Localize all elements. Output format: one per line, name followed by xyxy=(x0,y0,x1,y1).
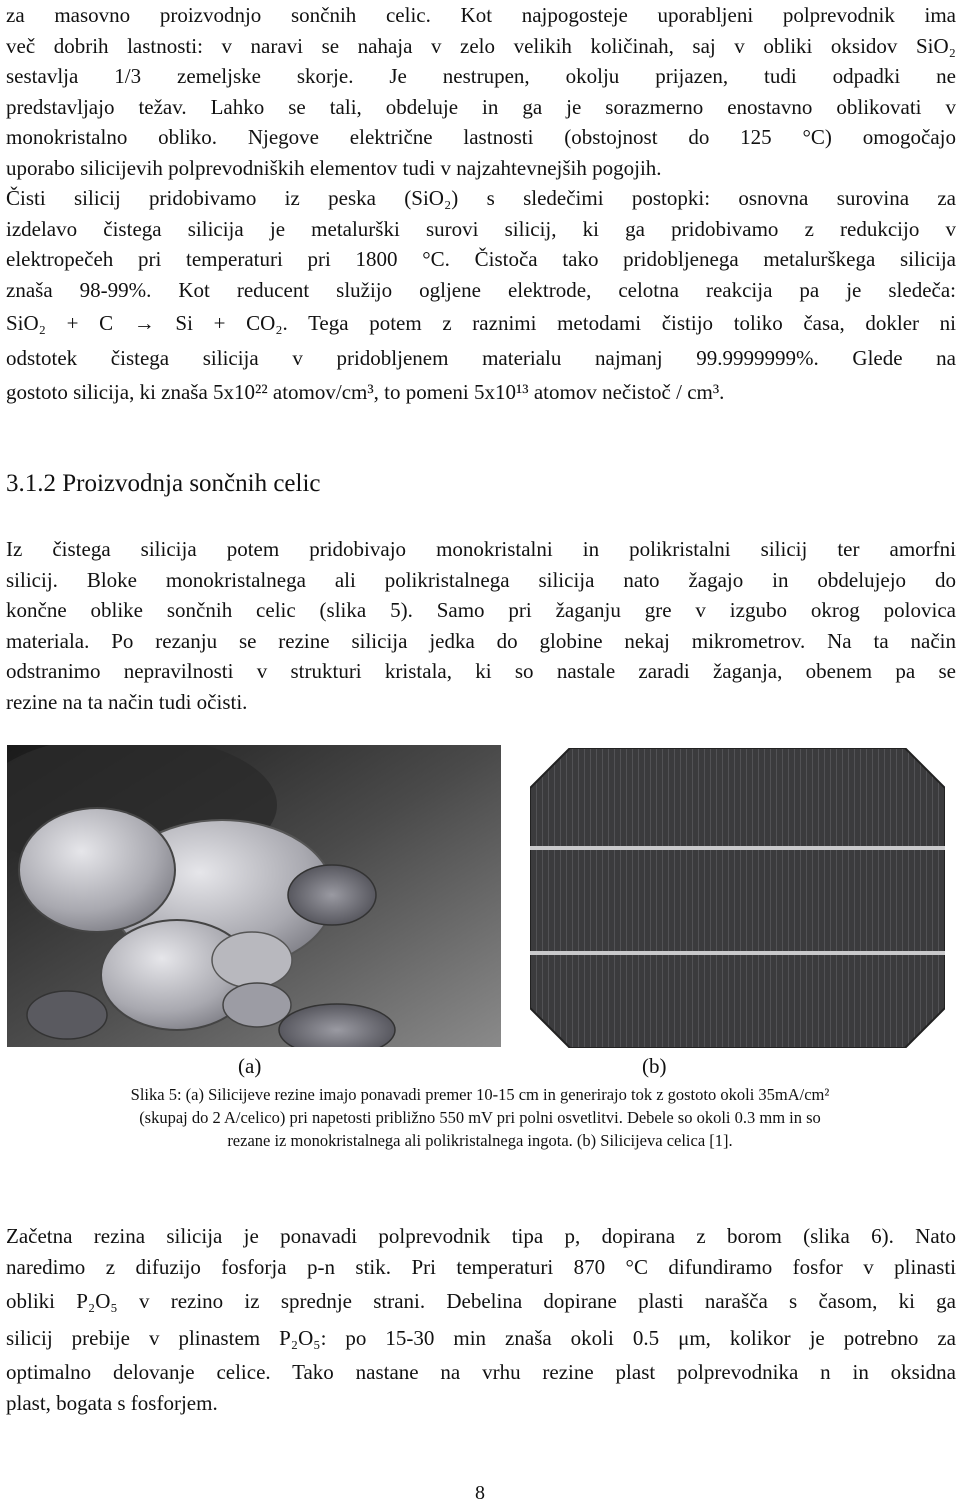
caption-line: (skupaj do 2 A/celico) pri napetosti približno 550 mV pri polni osvetlitvi. Debele so okoli 0.3 mm in so xyxy=(139,1108,821,1127)
paragraph-silicon-purification xyxy=(6,183,956,408)
solar-cell-illustration xyxy=(530,748,945,1048)
text-line: monokristalno obliko. Njegove električne lastnosti (obstojnost do 125 °C) omogočajo xyxy=(6,125,956,149)
paragraph-doping xyxy=(6,1221,956,1418)
text-line: Čisti silicij pridobivamo iz peska (SiO₂) s sledečimi postopki: osnovna surovina za xyxy=(6,186,956,210)
text-line: Začetna rezina silicija je ponavadi polprevodnik tipa p, dopirana z borom (slika 6). Nato xyxy=(6,1224,956,1248)
caption-line: Slika 5: (a) Silicijeve rezine imajo ponavadi premer 10-15 cm in generirajo tok z gostoto okoli 35mA/cm² xyxy=(130,1085,830,1104)
text-line: elektropečeh pri temperaturi pri 1800 °C. Čistoča tako pridobljenega metalurškega silicija xyxy=(6,247,956,271)
text-line: končne oblike sončnih celic (slika 5). Samo pri žaganju gre v izgubo okrog polovica xyxy=(6,598,956,622)
section-heading: 3.1.2 Proizvodnja sončnih celic xyxy=(6,470,321,497)
text-line: Iz čistega silicija potem pridobivajo monokristalni in polikristalni silicij ter amorfni xyxy=(6,537,956,561)
text-line: znaša 98-99%. Kot reducent služijo ogljene elektrode, celotna reakcija pa je sledeča: xyxy=(6,277,956,302)
text-line: obliki P₂O₅ v rezino iz sprednje strani. Debelina dopirane plasti narašča s časom, ki ga xyxy=(6,1289,956,1313)
text-line: rezine na ta način tudi očisti. xyxy=(6,689,248,714)
text-line: več dobrih lastnosti: v naravi se nahaja v zelo velikih količinah, saj v obliki oksidov SiO₂ xyxy=(6,33,956,58)
text-line: silicij. Bloke monokristalnega ali polikristalnega silicija nato žagajo in obdelujejo do xyxy=(6,567,956,592)
page-number: 8 xyxy=(475,1482,485,1504)
text-line: uporabo silicijevih polprevodniških elementov tudi v najzahtevnejših pogojih. xyxy=(6,155,662,180)
paragraph-cell-production xyxy=(6,534,956,717)
wafers-illustration xyxy=(7,745,501,1047)
figure-caption xyxy=(0,1083,960,1152)
figure-label-b: (b) xyxy=(642,1054,667,1078)
text-line: plast, bogata s fosforjem. xyxy=(6,1390,218,1415)
text-line: gostoto silicija, ki znaša 5x10²² atomov/cm³, to pomeni 5x10¹³ atomov nečistoč / cm³. xyxy=(6,380,725,404)
text-line: materiala. Po rezanju se rezine silicija jedka do globine nekaj mikrometrov. Na ta način xyxy=(6,628,956,653)
figure-solar-cell-image xyxy=(530,748,945,1048)
figure-label-a: (a) xyxy=(238,1054,262,1078)
text-line: odstranimo nepravilnosti v strukturi kristala, ki so nastale zaradi žaganja, obenem pa se xyxy=(6,659,956,683)
text-line: predstavljajo težav. Lahko se tali, obdeluje in ga je sorazmerno enostavno oblikovati v xyxy=(6,94,956,119)
figure-wafers-image xyxy=(7,745,501,1047)
text-line: sestavlja 1/3 zemeljske skorje. Je nestrupen, okolju prijazen, tudi odpadki ne xyxy=(6,64,956,88)
text-line: odstotek čistega silicija v pridobljenem materialu najmanj 99.9999999%. Glede na xyxy=(6,345,956,370)
text-line: za masovno proizvodnjo sončnih celic. Kot najpogosteje uporabljeni polprevodnik ima xyxy=(6,3,956,27)
caption-line: rezane iz monokristalnega ali polikristalnega ingota. (b) Silicijeva celica [1]. xyxy=(227,1131,733,1150)
text-line: optimalno delovanje celice. Tako nastane na vrhu rezine plast polprevodnika n in oksidna xyxy=(6,1360,956,1384)
text-line: izdelavo čistega silicija je metalurški surovi silicij, ki ga pridobivamo z redukcijo v xyxy=(6,216,956,241)
paragraph-silicon-properties xyxy=(6,0,956,183)
text-line: silicij prebije v plinastem P₂O₅: po 15-30 min znaša okoli 0.5 μm, kolikor je potrebno za xyxy=(6,1325,956,1350)
text-line: naredimo z difuzijo fosforja p-n stik. Pri temperaturi 870 °C difundiramo fosfor v plinasti xyxy=(6,1254,956,1279)
text-line: SiO₂ + C → Si + CO₂. Tega potem z raznimi metodami čistijo toliko časa, dokler ni xyxy=(6,311,956,335)
